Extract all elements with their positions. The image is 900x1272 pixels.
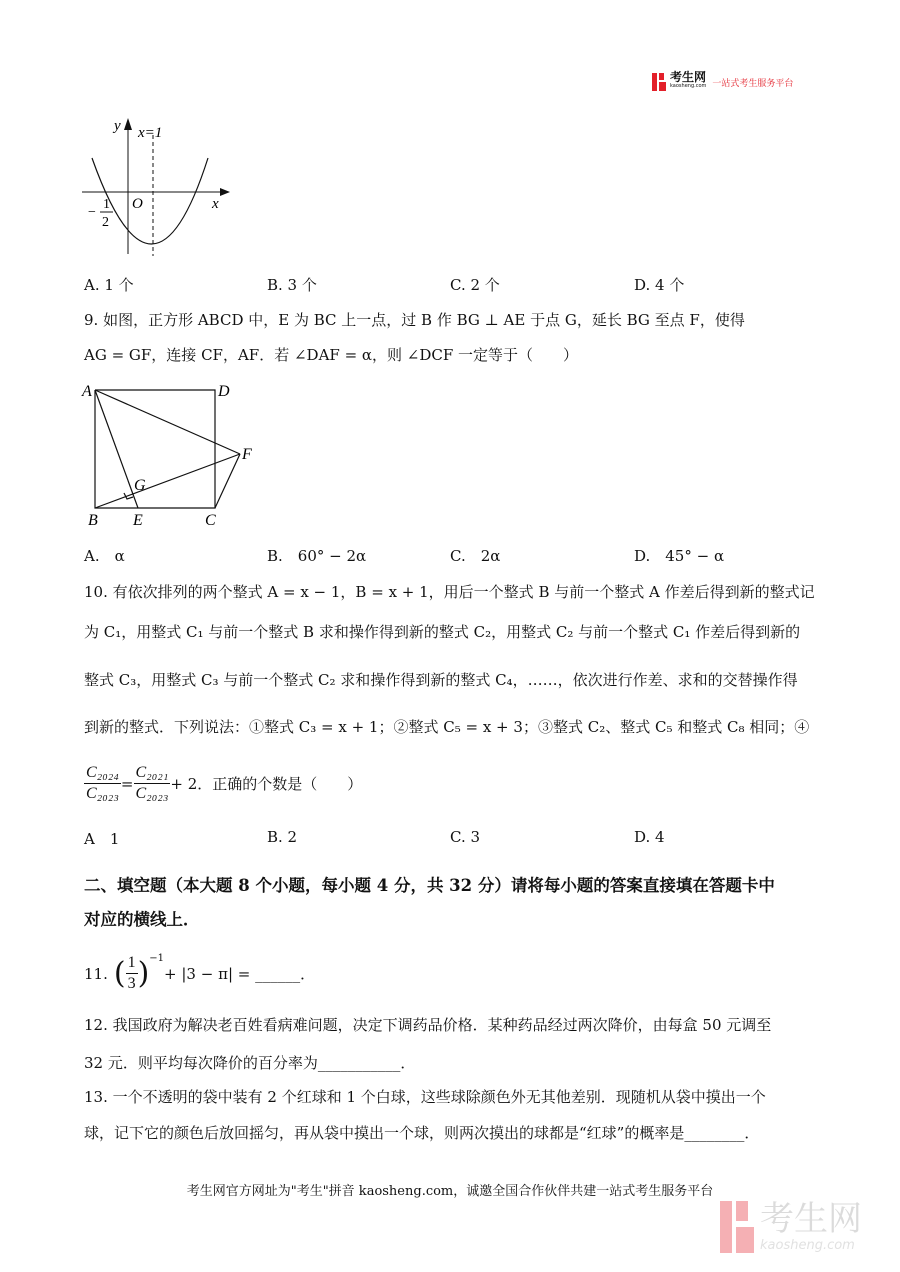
q8-option-a[interactable]: A. 1 个 (84, 276, 134, 294)
watermark-brand: 考生网 (760, 1199, 862, 1239)
parabola-graph (0, 0, 260, 270)
point-d: D (218, 383, 230, 400)
logo-domain: kaosheng.com (670, 83, 707, 89)
line-label: x=1 (138, 125, 163, 141)
neg-sign: − (88, 205, 96, 220)
q10-option-a[interactable]: A 1 (84, 830, 120, 848)
origin-label: O (132, 196, 143, 212)
fraction-1-den: C₂₀₂₃ (86, 785, 119, 802)
q9-option-b[interactable]: B. 60° − 2α (267, 547, 367, 565)
equals: = (120, 774, 134, 793)
x-label: x (212, 196, 219, 212)
logo-slogan: 一站式考生服务平台 (712, 78, 794, 89)
y-axis-arrow (124, 118, 132, 130)
watermark-domain: kaosheng.com (760, 1238, 855, 1253)
half-num: 1 (103, 197, 110, 212)
q11-fraction (126, 953, 138, 994)
fraction-1-num: C₂₀₂₄ (84, 763, 121, 784)
q9-line-1: 9. 如图，正方形 ABCD 中，E 为 BC 上一点，过 B 作 BG ⊥ AE 于点 G，延长 BG 至点 F，使得 (84, 311, 745, 329)
q9-line-2: AG = GF，连接 CF，AF．若 ∠DAF = α，则 ∠DCF 一定等于（ ） (84, 346, 579, 364)
x-axis-arrow (220, 188, 230, 196)
paren-right: ) (137, 955, 150, 991)
half-den: 2 (102, 215, 109, 230)
logo-brand: 考生网 (670, 70, 707, 84)
q12-line-2: 32 元．则平均每次降价的百分率为___________． (84, 1054, 416, 1072)
header-logo (652, 70, 794, 91)
square-abcd (95, 390, 215, 508)
q11-den: 3 (127, 975, 136, 992)
q10-tail: + 2．正确的个数是（ ） (170, 774, 363, 793)
point-g: G (134, 477, 146, 494)
fraction-2-num: C₂₀₂₁ (134, 763, 171, 784)
y-label: y (114, 118, 121, 134)
q9-option-a[interactable]: A. α (84, 547, 125, 565)
q10-line-1: 10. 有依次排列的两个整式 A = x − 1，B = x + 1，用后一个整式 B 与前一个整式 A 作差后得到新的整式记 (84, 583, 815, 601)
q11-exponent: −1 (149, 953, 165, 964)
segment-ae (95, 390, 138, 508)
section-2-heading-1: 二、填空题（本大题 8 个小题，每小题 4 分，共 32 分）请将每小题的答案直接填在答题卡中 (84, 876, 775, 895)
logo-icon (652, 73, 666, 91)
q9-option-c[interactable]: C. 2α (450, 547, 501, 565)
watermark (720, 1200, 862, 1253)
q10-line-4: 到新的整式．下列说法：①整式 C₃ = x + 1；②整式 C₅ = x + 3；③整式 C₂、整式 C₅ 和整式 C₈ 相同；④ (84, 718, 810, 736)
q10-option-d[interactable]: D. 4 (634, 828, 665, 846)
point-b: B (88, 512, 98, 529)
q10-line-3: 整式 C₃，用整式 C₃ 与前一个整式 C₂ 求和操作得到新的整式 C₄，……，依次进行作差、求和的交替操作得 (84, 671, 798, 689)
q13-line-1: 13. 一个不透明的袋中装有 2 个红球和 1 个白球，这些球除颜色外无其他差别．现随机从袋中摸出一个 (84, 1088, 766, 1106)
footer-text: 考生网官方网址为"考生"拼音 kaosheng.com，诚邀全国合作伙伴共建一站式考生服务平台 (186, 1184, 714, 1199)
q13-line-2: 球，记下它的颜色后放回摇匀，再从袋中摸出一个球，则两次摸出的球都是“红球”的概率是________． (84, 1124, 760, 1142)
point-a: A (82, 383, 92, 400)
q8-option-b[interactable]: B. 3 个 (267, 276, 317, 294)
q12-line-1: 12. 我国政府为解决老百姓看病难问题，决定下调药品价格．某种药品经过两次降价，由每盒 50 元调至 (84, 1016, 772, 1034)
fraction-1 (84, 763, 121, 804)
q11-line (84, 953, 315, 994)
q8-option-c[interactable]: C. 2 个 (450, 276, 500, 294)
q10-option-b[interactable]: B. 2 (267, 828, 298, 846)
point-e: E (133, 512, 143, 529)
fraction-2-den: C₂₀₂₃ (135, 785, 169, 802)
q10-line-2: 为 C₁，用整式 C₁ 与前一个整式 B 求和操作得到新的整式 C₂，用整式 C₂ 与前一个整式 C₁ 作差后得到新的 (84, 623, 801, 641)
q11-rest: + |3 − π| = ______． (164, 964, 316, 983)
q10-line-5 (84, 763, 362, 804)
q11-number: 11. (84, 964, 108, 983)
q10-option-c[interactable]: C. 3 (450, 828, 481, 846)
point-f: F (242, 446, 252, 463)
paren-left: ( (113, 955, 126, 991)
square-figure (0, 370, 280, 540)
section-2-heading-2: 对应的横线上． (84, 910, 200, 929)
fraction-2 (134, 763, 171, 804)
q9-option-d[interactable]: D. 45° − α (634, 547, 725, 565)
point-c: C (205, 512, 216, 529)
watermark-logo-icon (720, 1201, 754, 1253)
q11-num: 1 (126, 953, 138, 974)
q8-option-d[interactable]: D. 4 个 (634, 276, 685, 294)
